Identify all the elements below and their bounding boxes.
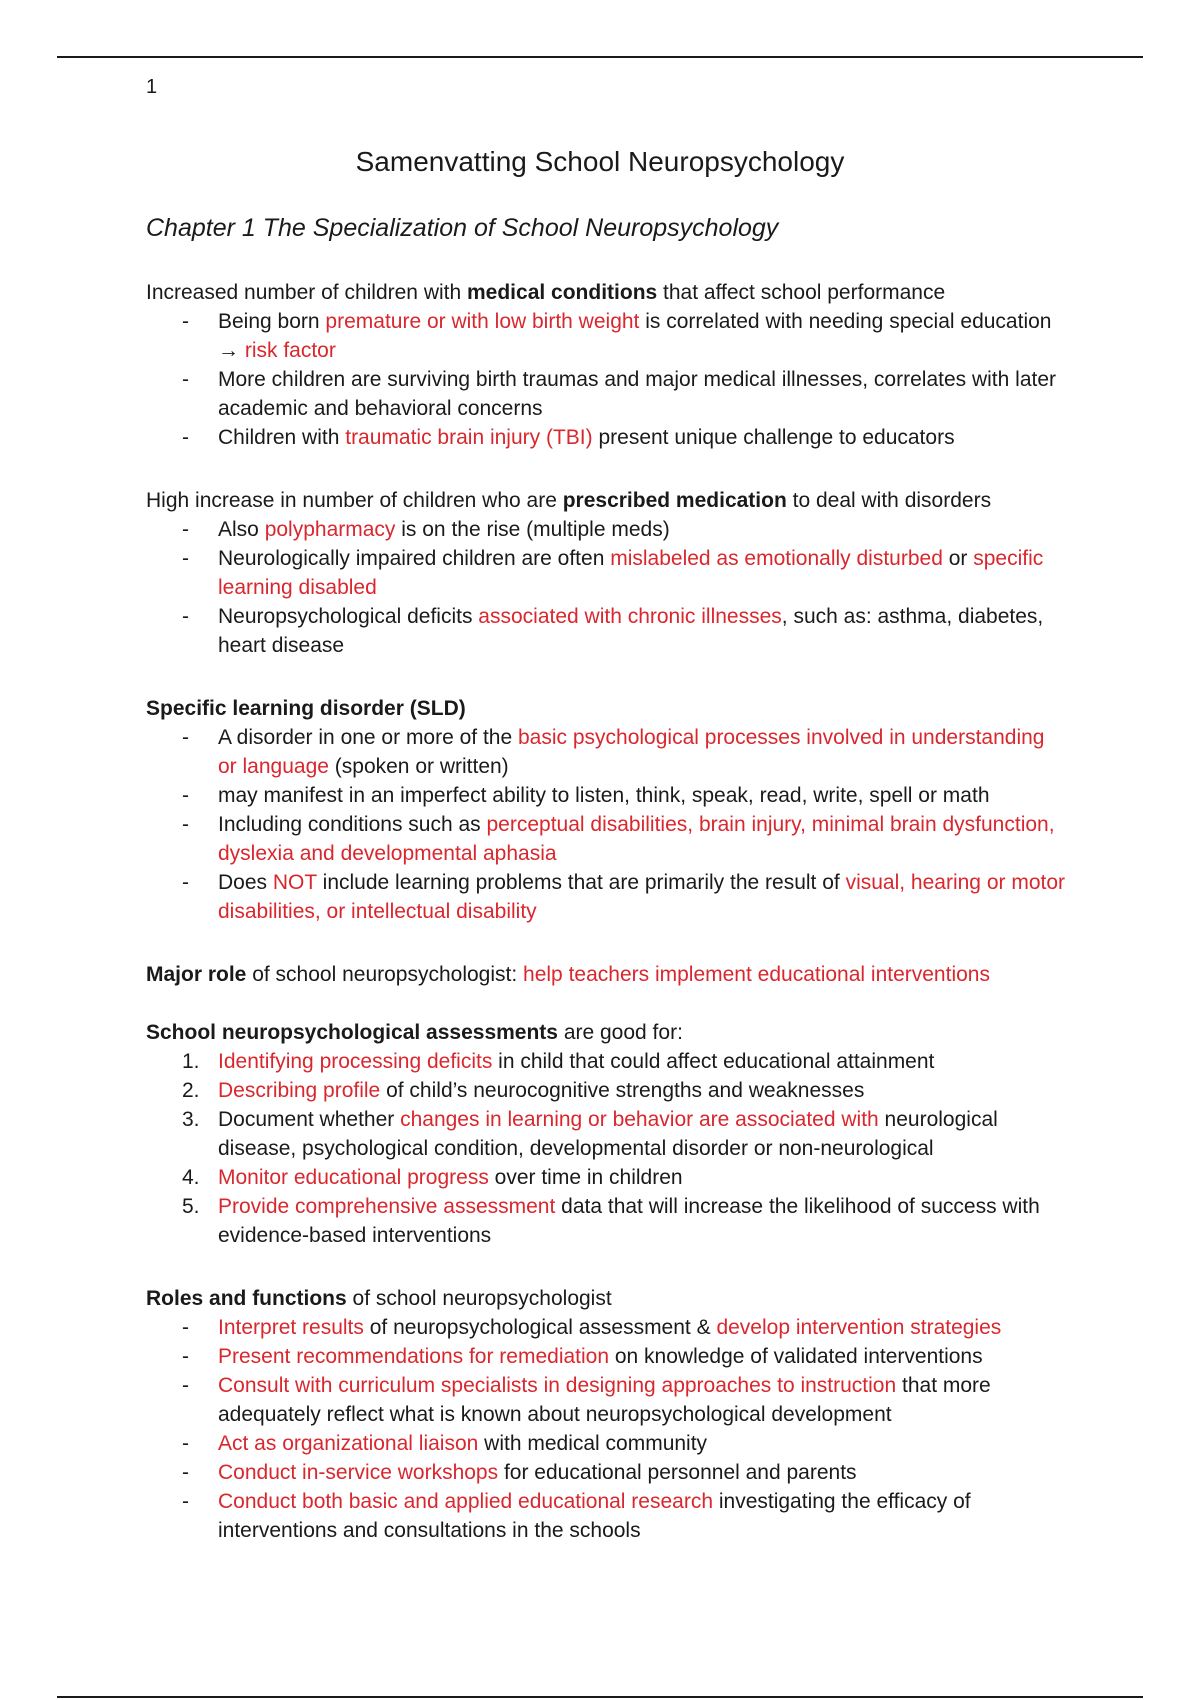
dash-bullet: - <box>182 310 189 333</box>
dash-bullet: - <box>182 1374 189 1397</box>
highlighted-term: traumatic brain injury (TBI) <box>345 426 593 449</box>
highlighted-term: basic psychological processes involved in understanding or language <box>218 726 1045 778</box>
text-run: → <box>218 339 239 362</box>
list-item <box>146 1163 1066 1192</box>
highlighted-term: polypharmacy <box>264 518 396 541</box>
list-item <box>146 515 1066 544</box>
text-run: to deal with disorders <box>786 489 992 512</box>
list-item <box>146 365 1066 423</box>
text-run: , such as: asthma, diabetes, heart disease <box>218 605 1044 657</box>
list-item <box>146 1458 1066 1487</box>
text-run: Increased number of children with <box>146 281 467 304</box>
text-run: (spoken or written) <box>328 755 509 778</box>
highlighted-term: premature or with low birth weight <box>325 310 640 333</box>
text-run: that more adequately reflect what is known about neuropsychological development <box>218 1374 991 1426</box>
bold-term: Major role <box>146 963 247 986</box>
section-prescribed-medication <box>146 486 1066 660</box>
list-number: 2. <box>182 1079 200 1102</box>
section-specific-learning-disorder <box>146 694 1066 926</box>
highlighted-term: changes in learning or behavior are associated with <box>400 1108 879 1131</box>
list-item <box>146 307 1066 365</box>
highlighted-term: Consult with curriculum specialists in designing approaches to instruction <box>218 1374 897 1397</box>
section-heading <box>146 960 1066 989</box>
highlighted-term: Conduct in-service workshops <box>218 1461 499 1484</box>
list-number: 1. <box>182 1050 200 1073</box>
text-run: or <box>942 547 974 570</box>
highlighted-term: perceptual disabilities, brain injury, minimal brain dysfunction, dyslexia and developmental aphasia <box>218 813 1055 865</box>
text-run: Also <box>218 518 265 541</box>
bold-term: Specific learning disorder (SLD) <box>146 697 466 720</box>
dash-bullet: - <box>182 368 189 391</box>
dash-bullet: - <box>182 605 189 628</box>
list-item <box>146 810 1066 868</box>
dash-bullet: - <box>182 518 189 541</box>
list-item <box>146 1047 1066 1076</box>
text-run: include learning problems that are primarily the result of <box>316 871 846 894</box>
section-roles-functions <box>146 1284 1066 1545</box>
highlighted-term: develop intervention strategies <box>716 1316 1002 1339</box>
text-run: investigating the efficacy of interventions and consultations in the schools <box>218 1490 971 1542</box>
text-run: of child’s neurocognitive strengths and weaknesses <box>380 1079 865 1102</box>
list-number: 5. <box>182 1195 200 1218</box>
text-run: Document whether <box>218 1108 401 1131</box>
dash-bullet: - <box>182 871 189 894</box>
highlighted-term: Monitor educational progress <box>218 1166 489 1189</box>
section-assessments <box>146 1018 1066 1250</box>
numbered-list <box>146 1047 1066 1250</box>
bold-term: medical conditions <box>467 281 658 304</box>
list-item <box>146 1429 1066 1458</box>
list-item <box>146 723 1066 781</box>
list-item <box>146 1192 1066 1250</box>
text-run: are good for: <box>557 1021 683 1044</box>
footer-rule <box>57 1696 1143 1698</box>
section-heading <box>146 694 1066 723</box>
list-number: 4. <box>182 1166 200 1189</box>
list-number: 3. <box>182 1108 200 1131</box>
list-item <box>146 1313 1066 1342</box>
highlighted-term: mislabeled as emotionally disturbed <box>610 547 943 570</box>
header-rule <box>57 56 1143 58</box>
highlighted-term: specific learning disabled <box>218 547 1044 599</box>
section-heading <box>146 278 1066 307</box>
dash-bullet: - <box>182 726 189 749</box>
highlighted-term: associated with chronic illnesses <box>478 605 782 628</box>
text-run: Including conditions such as <box>218 813 487 836</box>
dash-bullet: - <box>182 1461 189 1484</box>
bullet-list <box>146 1313 1066 1545</box>
bullet-list <box>146 723 1066 926</box>
text-run: present unique challenge to educators <box>592 426 955 449</box>
highlighted-term: Act as organizational liaison <box>218 1432 479 1455</box>
text-run: is on the rise (multiple meds) <box>395 518 670 541</box>
highlighted-term: Interpret results <box>218 1316 364 1339</box>
highlighted-term: Provide comprehensive assessment <box>218 1195 556 1218</box>
text-run: for educational personnel and parents <box>498 1461 857 1484</box>
text-run: Does <box>218 871 273 894</box>
dash-bullet: - <box>182 784 189 807</box>
text-run: Children with <box>218 426 346 449</box>
text-run: A disorder in one or more of the <box>218 726 518 749</box>
highlighted-term: risk factor <box>244 339 336 362</box>
page-number: 1 <box>146 76 158 98</box>
list-item <box>146 602 1066 660</box>
text-run: with medical community <box>478 1432 708 1455</box>
text-run: Neuropsychological deficits <box>218 605 479 628</box>
chapter-heading: Chapter 1 The Specialization of School Neuropsychology <box>146 214 779 242</box>
highlighted-term: NOT <box>272 871 317 894</box>
list-item <box>146 1487 1066 1545</box>
list-item <box>146 423 1066 452</box>
text-run: is correlated with needing special education <box>639 310 1052 333</box>
section-heading <box>146 486 1066 515</box>
dash-bullet: - <box>182 1316 189 1339</box>
highlighted-term: visual, hearing or motor disabilities, or intellectual disability <box>218 871 1066 923</box>
text-run: of school neuropsychologist <box>346 1287 612 1310</box>
text-run: on knowledge of validated interventions <box>609 1345 983 1368</box>
text-run: in child that could affect educational attainment <box>492 1050 935 1073</box>
text-run: Neurologically impaired children are often <box>218 547 611 570</box>
highlighted-term: Conduct both basic and applied educational research <box>218 1490 714 1513</box>
highlighted-term: help teachers implement educational interventions <box>523 963 990 986</box>
list-item <box>146 1076 1066 1105</box>
text-run: neurological disease, psychological condition, developmental disorder or non-neurological <box>218 1108 998 1160</box>
section-medical-conditions <box>146 278 1066 452</box>
dash-bullet: - <box>182 1432 189 1455</box>
text-run: may manifest in an imperfect ability to listen, think, speak, read, write, spell or math <box>218 784 990 807</box>
bold-term: Roles and functions <box>146 1287 347 1310</box>
bold-term: School neuropsychological assessments <box>146 1021 558 1044</box>
bold-term: prescribed medication <box>562 489 787 512</box>
text-run: High increase in number of children who are <box>146 489 563 512</box>
list-item <box>146 544 1066 602</box>
list-item <box>146 1371 1066 1429</box>
list-item <box>146 868 1066 926</box>
list-item <box>146 1342 1066 1371</box>
dash-bullet: - <box>182 1490 189 1513</box>
dash-bullet: - <box>182 426 189 449</box>
highlighted-term: Identifying processing deficits <box>218 1050 493 1073</box>
list-item <box>146 1105 1066 1163</box>
highlighted-term: Present recommendations for remediation <box>218 1345 610 1368</box>
document-title: Samenvatting School Neuropsychology <box>355 146 845 177</box>
section-heading <box>146 1018 1066 1047</box>
highlighted-term: Describing profile <box>218 1079 381 1102</box>
dash-bullet: - <box>182 813 189 836</box>
section-major-role <box>146 960 1066 989</box>
text-run: Being born <box>218 310 326 333</box>
text-run: over time in children <box>488 1166 683 1189</box>
bullet-list <box>146 515 1066 660</box>
text-run: More children are surviving birth traumas and major medical illnesses, correlates with later academic and behavioral concerns <box>218 368 1057 420</box>
text-run: of school neuropsychologist: <box>246 963 524 986</box>
dash-bullet: - <box>182 1345 189 1368</box>
section-heading <box>146 1284 1066 1313</box>
list-item <box>146 781 1066 810</box>
dash-bullet: - <box>182 547 189 570</box>
text-run: that affect school performance <box>657 281 946 304</box>
text-run: data that will increase the likelihood of success with evidence-based interventions <box>218 1195 1040 1247</box>
bullet-list <box>146 307 1066 452</box>
text-run: of neuropsychological assessment & <box>363 1316 717 1339</box>
